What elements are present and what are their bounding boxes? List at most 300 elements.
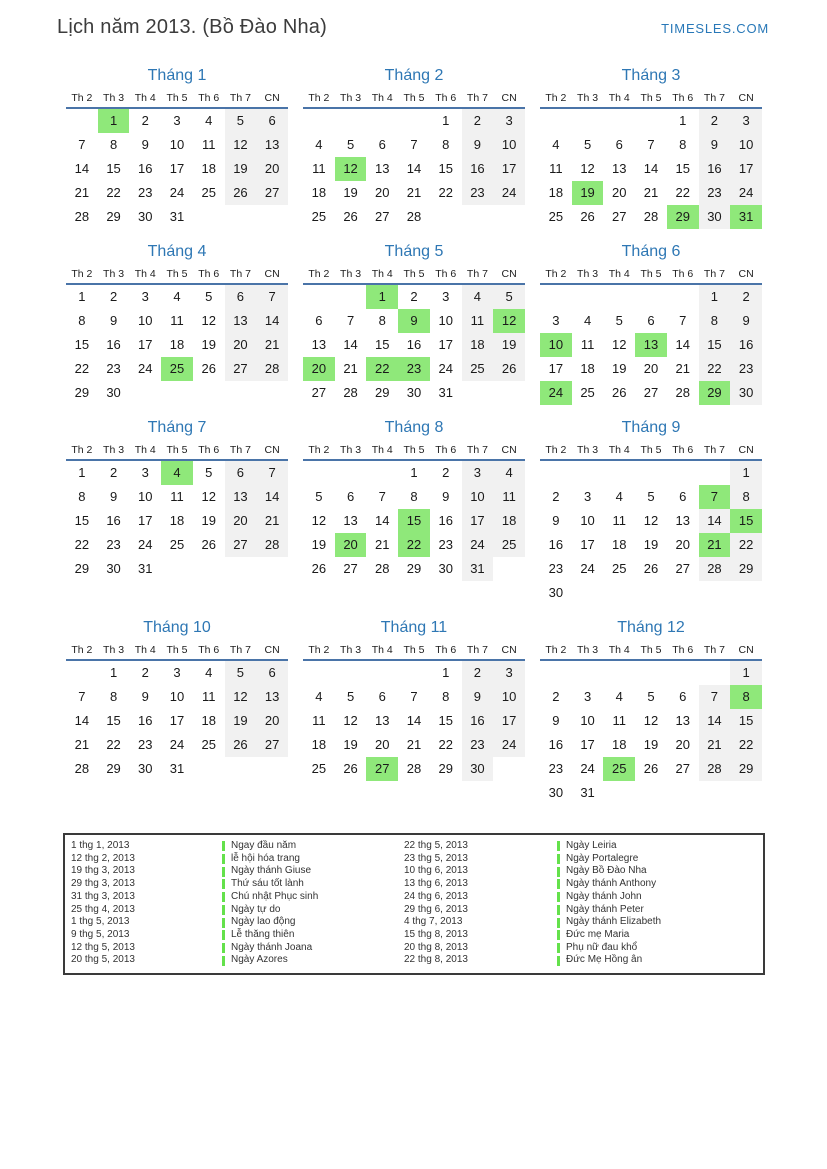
- day-cell: 23: [730, 357, 762, 381]
- legend-row: [65, 865, 763, 878]
- day-cell: 18: [462, 333, 494, 357]
- legend-holiday-label: Ngày tự do: [231, 903, 281, 915]
- day-cell: 24: [493, 181, 525, 205]
- empty-cell: [667, 661, 699, 685]
- day-cell: 14: [699, 509, 731, 533]
- day-cell: 29: [730, 757, 762, 781]
- legend-holiday-label: Chú nhật Phục sinh: [231, 890, 319, 902]
- legend-row: [65, 929, 763, 942]
- weekday-header: [66, 444, 288, 461]
- weekday-label: Th 4: [371, 268, 393, 280]
- month-3: [540, 66, 762, 229]
- day-cell: 3: [583, 489, 592, 504]
- legend-holiday-label: Ngày thánh Anthony: [566, 878, 657, 890]
- day-cell: 12: [643, 513, 659, 528]
- day-cell: 16: [462, 709, 494, 733]
- day-cell: 30: [730, 381, 762, 405]
- day-cell: 30: [548, 585, 564, 600]
- weekday-label: Th 3: [103, 644, 125, 656]
- empty-cell: [635, 781, 667, 805]
- weekday-label: Th 6: [435, 92, 457, 104]
- day-cell: 2: [410, 289, 418, 304]
- day-cell: 13: [225, 309, 257, 333]
- day-cell: 25: [612, 561, 627, 576]
- day-cell: 3: [173, 113, 181, 128]
- weekday-label: Th 4: [134, 444, 156, 456]
- legend-date: 1 thg 1, 2013: [71, 840, 130, 851]
- weekday-label: Th 3: [577, 268, 599, 280]
- day-cell: 23: [138, 737, 153, 752]
- day-cell: 27: [343, 561, 358, 576]
- weekday-label: Th 5: [403, 644, 425, 656]
- empty-cell: [366, 661, 398, 685]
- day-cell: 21: [699, 733, 731, 757]
- legend-row: [65, 904, 763, 917]
- day-cell: 13: [375, 713, 390, 728]
- day-cell: 4: [493, 461, 525, 485]
- weekday-label: Th 6: [435, 644, 457, 656]
- legend-row: [65, 878, 763, 891]
- legend-holiday-label: Ngay đầu năm: [231, 840, 297, 851]
- weekday-label: CN: [501, 644, 517, 656]
- empty-cell: [667, 781, 699, 805]
- day-cell: 18: [580, 361, 595, 376]
- day-cell: 7: [378, 489, 386, 504]
- legend-holiday-label: Ngày thánh Joana: [231, 941, 313, 953]
- empty-cell: [303, 285, 335, 309]
- day-cell: 23: [438, 537, 453, 552]
- day-cell: 8: [109, 689, 118, 704]
- legend-date: 12 thg 2, 2013: [71, 852, 135, 864]
- empty-cell: [462, 381, 494, 405]
- legend-holiday-name: [222, 840, 404, 853]
- weekday-label: Th 3: [340, 268, 362, 280]
- day-cell: 15: [106, 713, 121, 728]
- day-cell: 25: [169, 537, 185, 552]
- legend-holiday-name: [557, 916, 763, 929]
- day-cell: 3: [493, 109, 525, 133]
- weekday-label: CN: [501, 268, 517, 280]
- legend-row: [65, 891, 763, 904]
- day-cell: 1: [442, 113, 450, 128]
- day-cell: 9: [730, 309, 762, 333]
- weekday-label: Th 7: [466, 444, 488, 456]
- day-cell: 24: [493, 733, 525, 757]
- legend-holiday-name: [557, 878, 763, 891]
- day-cell: 1: [679, 113, 687, 128]
- day-cell: 5: [647, 689, 655, 704]
- day-cell: 5: [615, 313, 623, 328]
- day-cell: 22: [74, 361, 90, 376]
- day-cell: 6: [679, 489, 687, 504]
- legend-date: 13 thg 6, 2013: [404, 878, 468, 890]
- legend-color-bar-icon: [557, 867, 560, 877]
- month-title: Tháng 4: [147, 243, 207, 260]
- weekday-label: Th 4: [371, 92, 393, 104]
- weekday-header: [540, 444, 762, 461]
- day-cell: 26: [643, 761, 659, 776]
- legend-color-bar-icon: [557, 841, 560, 851]
- day-cell: 18: [169, 337, 185, 352]
- day-cell: 28: [256, 533, 288, 557]
- day-cell: 20: [256, 157, 288, 181]
- day-cell: 11: [201, 689, 216, 704]
- day-cell: 6: [225, 285, 257, 309]
- day-cell: 23: [398, 357, 430, 381]
- legend-holiday-name: [557, 840, 763, 853]
- weekday-label: Th 7: [466, 268, 488, 280]
- day-cell: 14: [74, 161, 90, 176]
- legend-date: 20 thg 5, 2013: [71, 954, 135, 966]
- day-cell: 19: [201, 337, 216, 352]
- day-cell: 7: [346, 313, 355, 328]
- legend-holiday-name: [557, 853, 763, 866]
- day-cell: 17: [580, 537, 595, 552]
- weekday-label: Th 6: [198, 92, 220, 104]
- legend-color-bar-icon: [222, 918, 225, 928]
- day-cell: 22: [438, 737, 453, 752]
- day-cell: 8: [109, 137, 118, 152]
- day-cell: 16: [406, 337, 422, 352]
- day-cell: 1: [699, 285, 731, 309]
- legend-holiday-name: [222, 904, 404, 917]
- empty-cell: [730, 581, 762, 605]
- day-cell: 30: [462, 757, 494, 781]
- month-title: Tháng 11: [380, 619, 448, 636]
- day-cell: 5: [583, 137, 592, 152]
- day-cell: 17: [730, 157, 762, 181]
- day-cell: 18: [311, 737, 327, 752]
- legend-date: 22 thg 8, 2013: [404, 954, 468, 966]
- empty-cell: [493, 757, 525, 781]
- month-days: [303, 109, 525, 229]
- day-cell: 16: [699, 157, 731, 181]
- day-cell: 16: [106, 337, 121, 352]
- empty-cell: [335, 661, 367, 685]
- day-cell: 10: [462, 485, 494, 509]
- day-cell: 26: [343, 209, 358, 224]
- site-link[interactable]: TIMESLES.COM: [661, 21, 769, 36]
- day-cell: 10: [580, 513, 595, 528]
- weekday-header: [540, 268, 762, 285]
- day-cell: 19: [225, 157, 257, 181]
- day-cell: 27: [366, 757, 398, 781]
- empty-cell: [493, 381, 525, 405]
- day-cell: 16: [548, 537, 564, 552]
- weekday-label: Th 5: [403, 268, 425, 280]
- empty-cell: [572, 285, 604, 309]
- empty-cell: [572, 461, 604, 485]
- legend-holiday-label: Ngày Portalegre: [566, 852, 639, 864]
- day-cell: 29: [730, 557, 762, 581]
- empty-cell: [335, 285, 367, 309]
- day-cell: 14: [375, 513, 390, 528]
- day-cell: 26: [343, 761, 358, 776]
- day-cell: 6: [378, 137, 386, 152]
- day-cell: 12: [612, 337, 627, 352]
- day-cell: 28: [343, 385, 358, 400]
- legend-holiday-name: [222, 942, 404, 955]
- day-cell: 24: [730, 181, 762, 205]
- weekday-header: [303, 644, 525, 661]
- empty-cell: [540, 109, 572, 133]
- month-days: [66, 661, 288, 781]
- day-cell: 28: [375, 561, 390, 576]
- empty-cell: [129, 381, 161, 405]
- day-cell: 15: [106, 161, 121, 176]
- weekday-label: Th 3: [340, 644, 362, 656]
- day-cell: 20: [675, 737, 690, 752]
- empty-cell: [225, 381, 257, 405]
- day-cell: 4: [315, 137, 323, 152]
- day-cell: 1: [366, 285, 398, 309]
- weekday-label: Th 4: [134, 268, 156, 280]
- weekday-label: Th 3: [103, 92, 125, 104]
- day-cell: 4: [552, 137, 560, 152]
- day-cell: 3: [493, 661, 525, 685]
- day-cell: 30: [406, 385, 422, 400]
- day-cell: 3: [442, 289, 450, 304]
- legend-color-bar-icon: [557, 892, 560, 902]
- empty-cell: [366, 109, 398, 133]
- legend-holiday-name: [222, 853, 404, 866]
- weekday-label: Th 5: [640, 92, 662, 104]
- legend-holiday-name: [557, 904, 763, 917]
- day-cell: 28: [699, 757, 731, 781]
- weekday-label: CN: [738, 268, 754, 280]
- day-cell: 27: [612, 209, 627, 224]
- weekday-label: Th 6: [672, 444, 694, 456]
- empty-cell: [635, 581, 667, 605]
- day-cell: 19: [201, 513, 216, 528]
- day-cell: 21: [406, 737, 422, 752]
- day-cell: 25: [493, 533, 525, 557]
- day-cell: 5: [225, 109, 257, 133]
- day-cell: 13: [225, 485, 257, 509]
- legend-date: 10 thg 6, 2013: [404, 865, 468, 877]
- day-cell: 17: [138, 337, 153, 352]
- day-cell: 24: [580, 561, 595, 576]
- day-cell: 27: [311, 385, 327, 400]
- day-cell: 1: [730, 461, 762, 485]
- empty-cell: [603, 661, 635, 685]
- day-cell: 15: [74, 513, 90, 528]
- weekday-header: [540, 92, 762, 109]
- weekday-label: CN: [264, 444, 280, 456]
- empty-cell: [699, 581, 731, 605]
- weekday-label: Th 7: [703, 268, 725, 280]
- day-cell: 28: [406, 761, 422, 776]
- day-cell: 5: [346, 689, 355, 704]
- weekday-label: CN: [501, 92, 517, 104]
- day-cell: 10: [493, 685, 525, 709]
- legend-color-bar-icon: [222, 905, 225, 915]
- day-cell: 8: [442, 137, 450, 152]
- empty-cell: [303, 109, 335, 133]
- day-cell: 21: [256, 509, 288, 533]
- weekday-header: [303, 444, 525, 461]
- month-10: [66, 618, 288, 781]
- day-cell: 10: [540, 333, 572, 357]
- weekday-label: CN: [264, 268, 280, 280]
- month-days: [540, 285, 762, 405]
- day-cell: 12: [201, 313, 216, 328]
- month-11: [303, 618, 525, 781]
- legend-row: [65, 853, 763, 866]
- legend-holiday-name: [222, 954, 404, 967]
- day-cell: 27: [643, 385, 659, 400]
- day-cell: 17: [438, 337, 453, 352]
- day-cell: 18: [612, 737, 627, 752]
- empty-cell: [193, 557, 225, 581]
- legend-date: 23 thg 5, 2013: [404, 852, 468, 864]
- weekday-label: Th 7: [229, 444, 251, 456]
- day-cell: 10: [493, 133, 525, 157]
- day-cell: 3: [730, 109, 762, 133]
- day-cell: 17: [462, 509, 494, 533]
- empty-cell: [161, 557, 193, 581]
- day-cell: 4: [205, 665, 213, 680]
- day-cell: 12: [580, 161, 595, 176]
- month-title: Tháng 9: [621, 419, 681, 436]
- day-cell: 6: [315, 313, 323, 328]
- day-cell: 20: [225, 509, 257, 533]
- legend-color-bar-icon: [222, 930, 225, 940]
- day-cell: 30: [106, 561, 121, 576]
- weekday-header: [66, 92, 288, 109]
- day-cell: 23: [138, 185, 153, 200]
- day-cell: 31: [138, 561, 153, 576]
- day-cell: 4: [615, 489, 623, 504]
- weekday-label: CN: [264, 92, 280, 104]
- day-cell: 14: [74, 713, 90, 728]
- weekday-header: [66, 644, 288, 661]
- page-title: Lịch năm 2013. (Bồ Đào Nha): [57, 16, 327, 38]
- day-cell: 10: [138, 313, 153, 328]
- weekday-label: Th 6: [672, 92, 694, 104]
- day-cell: 19: [225, 709, 257, 733]
- month-4: [66, 242, 288, 405]
- day-cell: 22: [106, 185, 121, 200]
- weekday-label: Th 3: [103, 444, 125, 456]
- month-8: [303, 418, 525, 581]
- empty-cell: [398, 661, 430, 685]
- empty-cell: [603, 781, 635, 805]
- day-cell: 20: [303, 357, 335, 381]
- day-cell: 27: [256, 181, 288, 205]
- empty-cell: [540, 461, 572, 485]
- day-cell: 22: [106, 737, 121, 752]
- day-cell: 7: [256, 461, 288, 485]
- month-2: [303, 66, 525, 229]
- day-cell: 9: [462, 685, 494, 709]
- day-cell: 12: [311, 513, 327, 528]
- day-cell: 1: [410, 465, 418, 480]
- day-cell: 19: [643, 537, 659, 552]
- day-cell: 22: [699, 357, 731, 381]
- weekday-label: Th 5: [640, 444, 662, 456]
- empty-cell: [699, 461, 731, 485]
- day-cell: 21: [675, 361, 690, 376]
- legend-color-bar-icon: [557, 930, 560, 940]
- day-cell: 29: [406, 561, 422, 576]
- weekday-label: Th 7: [703, 644, 725, 656]
- legend-date: 9 thg 5, 2013: [71, 928, 130, 940]
- day-cell: 22: [675, 185, 690, 200]
- day-cell: 27: [675, 561, 690, 576]
- legend-color-bar-icon: [557, 943, 560, 953]
- empty-cell: [667, 285, 699, 309]
- empty-cell: [66, 661, 98, 685]
- day-cell: 24: [169, 737, 185, 752]
- empty-cell: [635, 461, 667, 485]
- day-cell: 24: [138, 537, 153, 552]
- weekday-label: Th 7: [703, 92, 725, 104]
- day-cell: 11: [580, 337, 595, 352]
- day-cell: 13: [635, 333, 667, 357]
- empty-cell: [225, 757, 257, 781]
- day-cell: 2: [109, 465, 118, 480]
- empty-cell: [667, 581, 699, 605]
- day-cell: 26: [225, 733, 257, 757]
- day-cell: 4: [315, 689, 323, 704]
- day-cell: 5: [647, 489, 655, 504]
- legend-color-bar-icon: [222, 867, 225, 877]
- day-cell: 11: [170, 313, 184, 328]
- day-cell: 4: [583, 313, 592, 328]
- weekday-label: Th 2: [71, 268, 93, 280]
- day-cell: 27: [375, 209, 390, 224]
- day-cell: 29: [106, 761, 121, 776]
- empty-cell: [398, 109, 430, 133]
- day-cell: 8: [78, 313, 86, 328]
- legend-holiday-name: [222, 878, 404, 891]
- legend-date: 15 thg 8, 2013: [404, 928, 468, 940]
- weekday-label: Th 2: [71, 644, 93, 656]
- legend-row: [65, 840, 763, 853]
- day-cell: 22: [398, 533, 430, 557]
- day-cell: 29: [74, 561, 90, 576]
- day-cell: 29: [106, 209, 121, 224]
- weekday-label: Th 3: [577, 444, 599, 456]
- weekday-label: Th 4: [371, 444, 393, 456]
- day-cell: 10: [138, 489, 153, 504]
- day-cell: 19: [343, 185, 358, 200]
- day-cell: 9: [552, 513, 560, 528]
- weekday-label: Th 2: [545, 268, 567, 280]
- day-cell: 21: [643, 185, 659, 200]
- month-days: [303, 461, 525, 581]
- month-title: Tháng 1: [147, 67, 207, 84]
- day-cell: 11: [170, 489, 184, 504]
- day-cell: 10: [580, 713, 595, 728]
- weekday-label: Th 7: [229, 92, 251, 104]
- day-cell: 11: [312, 713, 326, 728]
- legend-color-bar-icon: [222, 892, 225, 902]
- day-cell: 17: [493, 709, 525, 733]
- month-9: [540, 418, 762, 605]
- day-cell: 16: [548, 737, 564, 752]
- day-cell: 2: [109, 289, 118, 304]
- legend-color-bar-icon: [222, 854, 225, 864]
- legend-holiday-name: [222, 891, 404, 904]
- day-cell: 27: [256, 733, 288, 757]
- weekday-label: Th 4: [608, 92, 630, 104]
- day-cell: 9: [109, 489, 118, 504]
- day-cell: 3: [583, 689, 592, 704]
- weekday-header: [540, 644, 762, 661]
- weekday-label: Th 6: [198, 644, 220, 656]
